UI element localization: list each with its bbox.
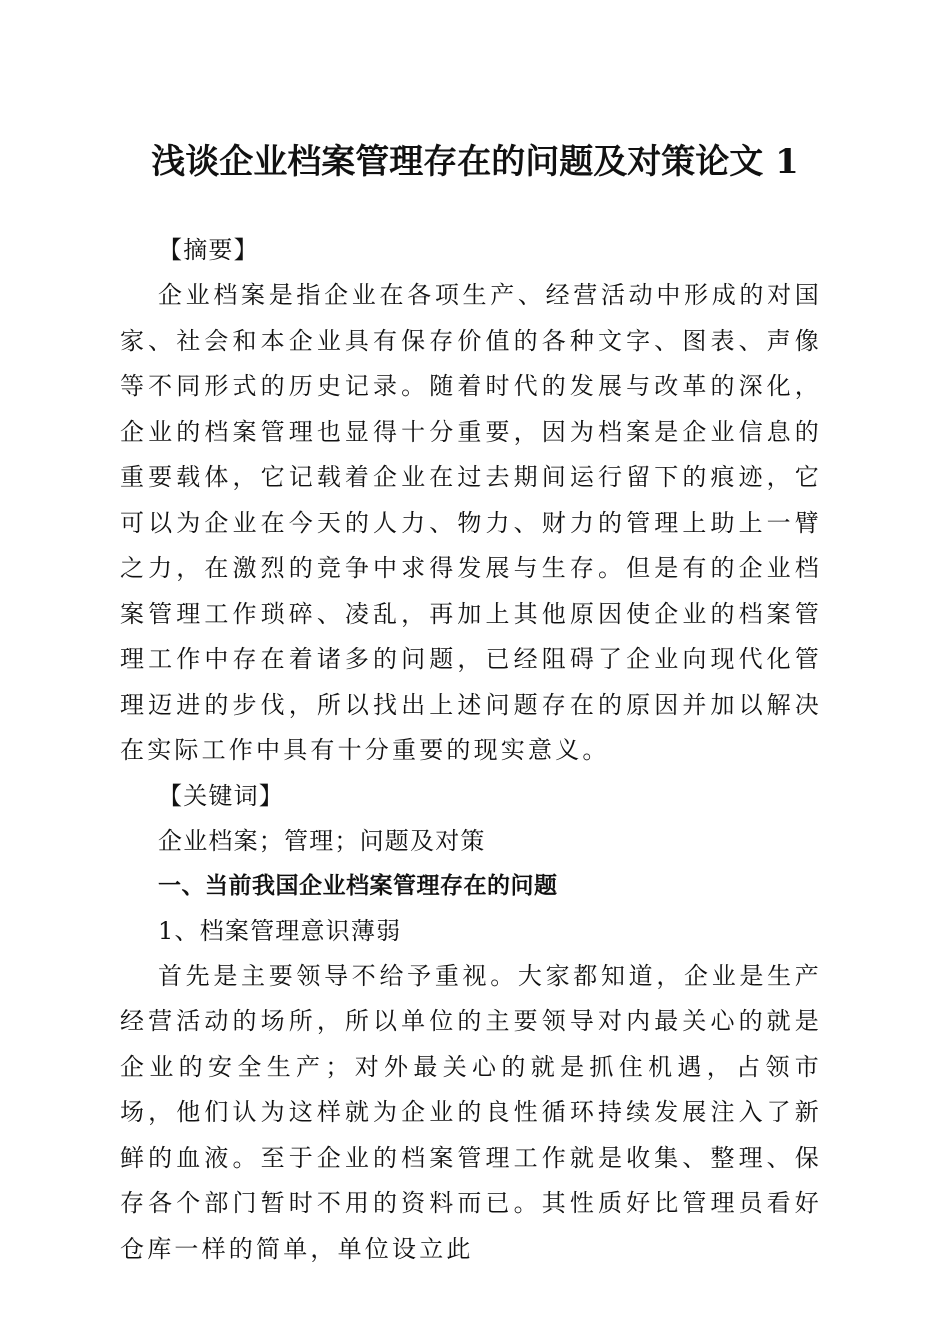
subsection-heading: 1、档案管理意识薄弱 xyxy=(158,916,402,945)
body-paragraph: 首先是主要领导不给予重视。大家都知道，企业是生产经营活动的场所，所以单位的主要领导对内最关心的就是企业的安全生产；对外最关心的就是抓住机遇，占领市场，他们认为这样就为企业的良性循环持续发展注入了新鲜的血液。至于企业的档案管理工作就是收集、整理、保存各个部门暂时不用的资料而已。其性质好比管理员看好仓库一样的简单，单位设立此 xyxy=(120,961,822,1263)
abstract-label: 【摘要】 xyxy=(158,236,259,264)
section-heading: 一、当前我国企业档案管理存在的问题 xyxy=(158,872,558,899)
keywords-label: 【关键词】 xyxy=(158,781,284,810)
document-body xyxy=(120,228,822,1272)
abstract-paragraph: 企业档案是指企业在各项生产、经营活动中形成的对国家、社会和本企业具有保存价值的各种文字、图表、声像等不同形式的历史记录。随着时代的发展与改革的深化，企业的档案管理也显得十分重要，因为档案是企业信息的重要载体，它记载着企业在过去期间运行留下的痕迹，它可以为企业在今天的人力、物力、财力的管理上助上一臂之力，在激烈的竞争中求得发展与生存。但是有的企业档案管理工作琐碎、凌乱，再加上其他原因使企业的档案管理工作中存在着诸多的问题，已经阻碍了企业向现代化管理迈进的步伐，所以找出上述问题存在的原因并加以解决在实际工作中具有十分重要的现实意义。 xyxy=(120,281,822,764)
keywords-text: 企业档案；管理；问题及对策 xyxy=(158,826,486,855)
document-title: 浅谈企业档案管理存在的问题及对策论文 1 xyxy=(151,142,799,182)
